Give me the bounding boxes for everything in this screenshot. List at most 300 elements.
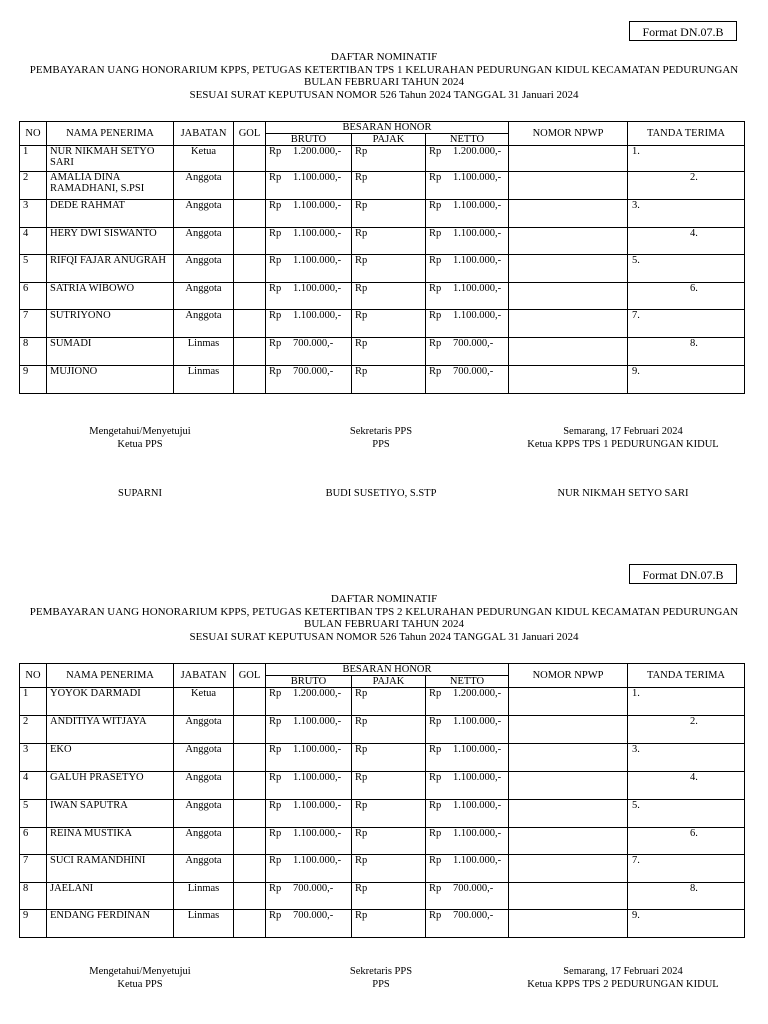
bruto-value: 1.100.000,-	[293, 172, 342, 183]
cell-gol	[234, 338, 266, 366]
cell-pajak	[352, 772, 426, 800]
netto-value: 1.100.000,-	[453, 855, 502, 866]
currency-label: Rp	[269, 855, 282, 866]
cell-no: 8	[20, 338, 47, 366]
cell-pajak	[352, 855, 426, 883]
cell-pajak	[352, 310, 426, 338]
currency-label: Rp	[429, 800, 442, 811]
signatory-name: SUPARNI	[118, 488, 162, 499]
currency-label: Rp	[355, 744, 368, 755]
cell-no: 2	[20, 172, 47, 200]
cell-npwp	[509, 366, 628, 394]
bruto-value: 1.100.000,-	[293, 744, 342, 755]
cell-npwp	[509, 855, 628, 883]
cell-nama: JAELANI	[47, 883, 174, 910]
cell-bruto	[266, 310, 352, 338]
cell-jabatan: Anggota	[174, 744, 234, 772]
currency-label: Rp	[269, 828, 282, 839]
cell-npwp	[509, 310, 628, 338]
bruto-value: 1.100.000,-	[293, 255, 342, 266]
cell-netto	[426, 172, 509, 200]
table-row	[20, 688, 745, 716]
currency-label: Rp	[429, 255, 442, 266]
netto-value: 1.100.000,-	[453, 744, 502, 755]
netto-value: 1.100.000,-	[453, 283, 502, 294]
currency-label: Rp	[429, 688, 442, 699]
cell-tanda-terima	[628, 200, 745, 228]
cell-no: 4	[20, 772, 47, 800]
signature-title: Ketua KPPS TPS 2 PEDURUNGAN KIDUL	[527, 978, 719, 990]
currency-label: Rp	[355, 688, 368, 699]
cell-gol	[234, 255, 266, 283]
signature-number: 1.	[632, 688, 640, 699]
col-header-besaran-honor: BESARAN HONOR	[266, 664, 509, 676]
currency-label: Rp	[355, 828, 368, 839]
cell-nama: IWAN SAPUTRA	[47, 800, 174, 828]
signature-title: Ketua PPS	[117, 438, 163, 450]
signature-block	[261, 426, 501, 451]
table-row	[20, 855, 745, 883]
cell-bruto	[266, 366, 352, 394]
netto-value: 1.200.000,-	[453, 146, 502, 157]
cell-gol	[234, 772, 266, 800]
cell-tanda-terima	[628, 855, 745, 883]
cell-gol	[234, 855, 266, 883]
cell-nama: SATRIA WIBOWO	[47, 283, 174, 310]
currency-label: Rp	[269, 772, 282, 783]
cell-tanda-terima	[628, 146, 745, 172]
currency-label: Rp	[269, 883, 282, 894]
cell-pajak	[352, 828, 426, 855]
cell-netto	[426, 366, 509, 394]
cell-nama: NUR NIKMAH SETYO SARI	[47, 146, 174, 172]
signature-number: 7.	[632, 310, 640, 321]
currency-label: Rp	[355, 255, 368, 266]
currency-label: Rp	[355, 855, 368, 866]
cell-bruto	[266, 800, 352, 828]
cell-pajak	[352, 200, 426, 228]
signature-number: 9.	[632, 366, 640, 377]
currency-label: Rp	[355, 883, 368, 894]
signature-role: Mengetahui/Menyetujui	[89, 966, 191, 977]
cell-tanda-terima	[628, 910, 745, 938]
currency-label: Rp	[269, 228, 282, 239]
currency-label: Rp	[429, 338, 442, 349]
cell-bruto	[266, 855, 352, 883]
signature-role: Semarang, 17 Februari 2024	[563, 966, 683, 977]
currency-label: Rp	[355, 146, 368, 157]
cell-jabatan: Anggota	[174, 716, 234, 744]
cell-jabatan: Anggota	[174, 855, 234, 883]
cell-nama: GALUH PRASETYO	[47, 772, 174, 800]
cell-jabatan: Ketua	[174, 688, 234, 716]
signature-number: 9.	[632, 910, 640, 921]
cell-nama: REINA MUSTIKA	[47, 828, 174, 855]
currency-label: Rp	[355, 366, 368, 377]
cell-jabatan: Anggota	[174, 800, 234, 828]
signature-number: 4.	[690, 228, 698, 239]
netto-value: 1.100.000,-	[453, 828, 502, 839]
col-header-pajak: PAJAK	[352, 134, 426, 146]
cell-gol	[234, 146, 266, 172]
cell-pajak	[352, 228, 426, 255]
cell-tanda-terima	[628, 366, 745, 394]
cell-bruto	[266, 716, 352, 744]
cell-npwp	[509, 828, 628, 855]
col-header-nama: NAMA PENERIMA	[47, 122, 174, 146]
signature-block	[20, 426, 260, 451]
signature-role: Sekretaris PPS	[349, 426, 413, 437]
cell-gol	[234, 366, 266, 394]
col-header-pajak: PAJAK	[352, 676, 426, 688]
currency-label: Rp	[355, 200, 368, 211]
document-heading	[0, 51, 768, 101]
bruto-value: 1.100.000,-	[293, 310, 342, 321]
col-header-no: NO	[20, 122, 47, 146]
cell-npwp	[509, 716, 628, 744]
heading-line: SESUAI SURAT KEPUTUSAN NOMOR 526 Tahun 2024 TANGGAL 31 Januari 2024	[189, 88, 579, 101]
cell-jabatan: Linmas	[174, 910, 234, 938]
currency-label: Rp	[429, 883, 442, 894]
cell-gol	[234, 172, 266, 200]
col-header-netto: NETTO	[426, 676, 509, 688]
cell-gol	[234, 688, 266, 716]
currency-label: Rp	[355, 772, 368, 783]
cell-netto	[426, 255, 509, 283]
cell-gol	[234, 910, 266, 938]
currency-label: Rp	[269, 800, 282, 811]
cell-gol	[234, 716, 266, 744]
cell-bruto	[266, 910, 352, 938]
cell-no: 1	[20, 688, 47, 716]
cell-no: 6	[20, 828, 47, 855]
cell-netto	[426, 310, 509, 338]
cell-netto	[426, 228, 509, 255]
cell-no: 5	[20, 800, 47, 828]
currency-label: Rp	[355, 716, 368, 727]
netto-value: 1.100.000,-	[453, 200, 502, 211]
signature-number: 7.	[632, 855, 640, 866]
bruto-value: 1.100.000,-	[293, 855, 342, 866]
cell-bruto	[266, 688, 352, 716]
signature-number: 3.	[632, 200, 640, 211]
table-row	[20, 800, 745, 828]
table-row	[20, 310, 745, 338]
table-row	[20, 883, 745, 910]
currency-label: Rp	[429, 910, 442, 921]
currency-label: Rp	[429, 228, 442, 239]
cell-netto	[426, 716, 509, 744]
signature-block	[503, 426, 743, 451]
currency-label: Rp	[429, 855, 442, 866]
cell-jabatan: Anggota	[174, 828, 234, 855]
signature-block	[20, 966, 260, 991]
cell-bruto	[266, 172, 352, 200]
signature-block	[261, 966, 501, 991]
cell-netto	[426, 338, 509, 366]
heading-line: SESUAI SURAT KEPUTUSAN NOMOR 526 Tahun 2024 TANGGAL 31 Januari 2024	[189, 630, 579, 643]
cell-tanda-terima	[628, 828, 745, 855]
cell-nama: EKO	[47, 744, 174, 772]
cell-no: 3	[20, 744, 47, 772]
signature-number: 2.	[690, 716, 698, 727]
cell-tanda-terima	[628, 800, 745, 828]
netto-value: 1.100.000,-	[453, 310, 502, 321]
col-header-tanda-terima: TANDA TERIMA	[628, 664, 745, 688]
cell-gol	[234, 800, 266, 828]
currency-label: Rp	[269, 910, 282, 921]
format-label: Format DN.07.B	[629, 21, 737, 41]
table-row	[20, 200, 745, 228]
cell-nama: HERY DWI SISWANTO	[47, 228, 174, 255]
signature-role: Sekretaris PPS	[349, 966, 413, 977]
signature-number: 5.	[632, 255, 640, 266]
cell-jabatan: Anggota	[174, 772, 234, 800]
currency-label: Rp	[429, 744, 442, 755]
currency-label: Rp	[355, 310, 368, 321]
col-header-npwp: NOMOR NPWP	[509, 122, 628, 146]
table-row	[20, 910, 745, 938]
bruto-value: 1.200.000,-	[293, 688, 342, 699]
bruto-value: 1.100.000,-	[293, 716, 342, 727]
cell-jabatan: Anggota	[174, 255, 234, 283]
cell-jabatan: Linmas	[174, 338, 234, 366]
cell-bruto	[266, 744, 352, 772]
col-header-npwp: NOMOR NPWP	[509, 664, 628, 688]
cell-bruto	[266, 883, 352, 910]
bruto-value: 1.100.000,-	[293, 828, 342, 839]
cell-npwp	[509, 283, 628, 310]
currency-label: Rp	[429, 146, 442, 157]
cell-jabatan: Ketua	[174, 146, 234, 172]
cell-npwp	[509, 200, 628, 228]
signature-number: 2.	[690, 172, 698, 183]
signature-number: 4.	[690, 772, 698, 783]
cell-no: 6	[20, 283, 47, 310]
bruto-value: 1.200.000,-	[293, 146, 342, 157]
cell-pajak	[352, 338, 426, 366]
cell-jabatan: Anggota	[174, 228, 234, 255]
currency-label: Rp	[429, 310, 442, 321]
currency-label: Rp	[269, 338, 282, 349]
cell-tanda-terima	[628, 255, 745, 283]
cell-nama: ANDITIYA WITJAYA	[47, 716, 174, 744]
cell-netto	[426, 283, 509, 310]
cell-nama: ENDANG FERDINAN	[47, 910, 174, 938]
cell-nama: YOYOK DARMADI	[47, 688, 174, 716]
table-row	[20, 744, 745, 772]
cell-bruto	[266, 255, 352, 283]
cell-npwp	[509, 228, 628, 255]
currency-label: Rp	[429, 200, 442, 211]
cell-no: 4	[20, 228, 47, 255]
cell-npwp	[509, 883, 628, 910]
cell-gol	[234, 283, 266, 310]
cell-no: 1	[20, 146, 47, 172]
cell-npwp	[509, 146, 628, 172]
signature-role: Semarang, 17 Februari 2024	[563, 426, 683, 437]
table-row	[20, 255, 745, 283]
signature-number: 8.	[690, 883, 698, 894]
signature-title: PPS	[372, 438, 390, 450]
cell-jabatan: Anggota	[174, 283, 234, 310]
bruto-value: 700.000,-	[293, 338, 334, 349]
signature-title: Ketua PPS	[117, 978, 163, 990]
cell-pajak	[352, 800, 426, 828]
currency-label: Rp	[269, 688, 282, 699]
netto-value: 1.100.000,-	[453, 800, 502, 811]
currency-label: Rp	[429, 716, 442, 727]
cell-bruto	[266, 146, 352, 172]
cell-gol	[234, 310, 266, 338]
col-header-jabatan: JABATAN	[174, 122, 234, 146]
cell-no: 5	[20, 255, 47, 283]
currency-label: Rp	[269, 744, 282, 755]
cell-no: 9	[20, 366, 47, 394]
cell-npwp	[509, 255, 628, 283]
cell-netto	[426, 828, 509, 855]
bruto-value: 1.100.000,-	[293, 200, 342, 211]
bruto-value: 1.100.000,-	[293, 228, 342, 239]
netto-value: 1.100.000,-	[453, 228, 502, 239]
bruto-value: 1.100.000,-	[293, 283, 342, 294]
cell-tanda-terima	[628, 172, 745, 200]
cell-nama: DEDE RAHMAT	[47, 200, 174, 228]
cell-bruto	[266, 228, 352, 255]
cell-nama: AMALIA DINA RAMADHANI, S.PSI	[47, 172, 174, 200]
cell-netto	[426, 200, 509, 228]
cell-npwp	[509, 338, 628, 366]
bruto-value: 700.000,-	[293, 883, 334, 894]
cell-tanda-terima	[628, 228, 745, 255]
currency-label: Rp	[269, 310, 282, 321]
signature-block	[503, 966, 743, 991]
cell-tanda-terima	[628, 744, 745, 772]
col-header-tanda-terima: TANDA TERIMA	[628, 122, 745, 146]
col-header-bruto: BRUTO	[266, 676, 352, 688]
cell-nama: MUJIONO	[47, 366, 174, 394]
cell-gol	[234, 200, 266, 228]
table-row	[20, 716, 745, 744]
currency-label: Rp	[355, 283, 368, 294]
currency-label: Rp	[269, 716, 282, 727]
signature-number: 8.	[690, 338, 698, 349]
cell-nama: SUMADI	[47, 338, 174, 366]
col-header-besaran-honor: BESARAN HONOR	[266, 122, 509, 134]
cell-pajak	[352, 744, 426, 772]
cell-pajak	[352, 716, 426, 744]
cell-bruto	[266, 338, 352, 366]
cell-jabatan: Anggota	[174, 310, 234, 338]
currency-label: Rp	[355, 228, 368, 239]
netto-value: 1.100.000,-	[453, 172, 502, 183]
cell-no: 2	[20, 716, 47, 744]
signature-number: 6.	[690, 283, 698, 294]
bruto-value: 1.100.000,-	[293, 772, 342, 783]
table-row	[20, 366, 745, 394]
cell-tanda-terima	[628, 283, 745, 310]
bruto-value: 700.000,-	[293, 910, 334, 921]
cell-netto	[426, 910, 509, 938]
table-row	[20, 828, 745, 855]
cell-jabatan: Linmas	[174, 366, 234, 394]
col-header-gol: GOL	[234, 122, 266, 146]
netto-value: 700.000,-	[453, 338, 494, 349]
cell-netto	[426, 744, 509, 772]
currency-label: Rp	[355, 338, 368, 349]
honorarium-table	[19, 121, 745, 394]
cell-npwp	[509, 172, 628, 200]
cell-nama: SUCI RAMANDHINI	[47, 855, 174, 883]
signature-title: Ketua KPPS TPS 1 PEDURUNGAN KIDUL	[527, 438, 719, 450]
currency-label: Rp	[429, 172, 442, 183]
currency-label: Rp	[269, 146, 282, 157]
cell-tanda-terima	[628, 688, 745, 716]
col-header-bruto: BRUTO	[266, 134, 352, 146]
cell-bruto	[266, 772, 352, 800]
heading-line: DAFTAR NOMINATIF	[330, 51, 438, 63]
cell-netto	[426, 772, 509, 800]
netto-value: 1.100.000,-	[453, 255, 502, 266]
currency-label: Rp	[269, 255, 282, 266]
currency-label: Rp	[269, 172, 282, 183]
cell-bruto	[266, 283, 352, 310]
cell-nama: SUTRIYONO	[47, 310, 174, 338]
cell-pajak	[352, 366, 426, 394]
bruto-value: 700.000,-	[293, 366, 334, 377]
heading-line: BULAN FEBRUARI TAHUN 2024	[304, 618, 464, 630]
netto-value: 1.100.000,-	[453, 772, 502, 783]
netto-value: 1.200.000,-	[453, 688, 502, 699]
cell-npwp	[509, 800, 628, 828]
heading-line: PEMBAYARAN UANG HONORARIUM KPPS, PETUGAS KETERTIBAN TPS 1 KELURAHAN PEDURUNGAN KIDUL KECAMATAN PEDURUNGAN	[29, 63, 739, 76]
format-label: Format DN.07.B	[629, 564, 737, 584]
signatory-name: NUR NIKMAH SETYO SARI	[557, 488, 689, 499]
cell-gol	[234, 228, 266, 255]
cell-npwp	[509, 772, 628, 800]
table-row	[20, 172, 745, 200]
cell-npwp	[509, 688, 628, 716]
currency-label: Rp	[429, 283, 442, 294]
cell-pajak	[352, 255, 426, 283]
cell-tanda-terima	[628, 310, 745, 338]
heading-line: BULAN FEBRUARI TAHUN 2024	[304, 76, 464, 88]
currency-label: Rp	[429, 828, 442, 839]
cell-tanda-terima	[628, 883, 745, 910]
table-row	[20, 772, 745, 800]
cell-gol	[234, 744, 266, 772]
signature-role: Mengetahui/Menyetujui	[89, 426, 191, 437]
currency-label: Rp	[355, 800, 368, 811]
cell-no: 7	[20, 310, 47, 338]
cell-gol	[234, 828, 266, 855]
cell-pajak	[352, 283, 426, 310]
cell-pajak	[352, 883, 426, 910]
signature-number: 1.	[632, 146, 640, 157]
cell-tanda-terima	[628, 338, 745, 366]
cell-netto	[426, 855, 509, 883]
currency-label: Rp	[269, 366, 282, 377]
cell-jabatan: Anggota	[174, 200, 234, 228]
cell-bruto	[266, 200, 352, 228]
cell-nama: RIFQI FAJAR ANUGRAH	[47, 255, 174, 283]
cell-netto	[426, 146, 509, 172]
signatory-name: BUDI SUSETIYO, S.STP	[325, 488, 437, 499]
currency-label: Rp	[429, 772, 442, 783]
cell-netto	[426, 688, 509, 716]
col-header-gol: GOL	[234, 664, 266, 688]
cell-jabatan: Anggota	[174, 172, 234, 200]
